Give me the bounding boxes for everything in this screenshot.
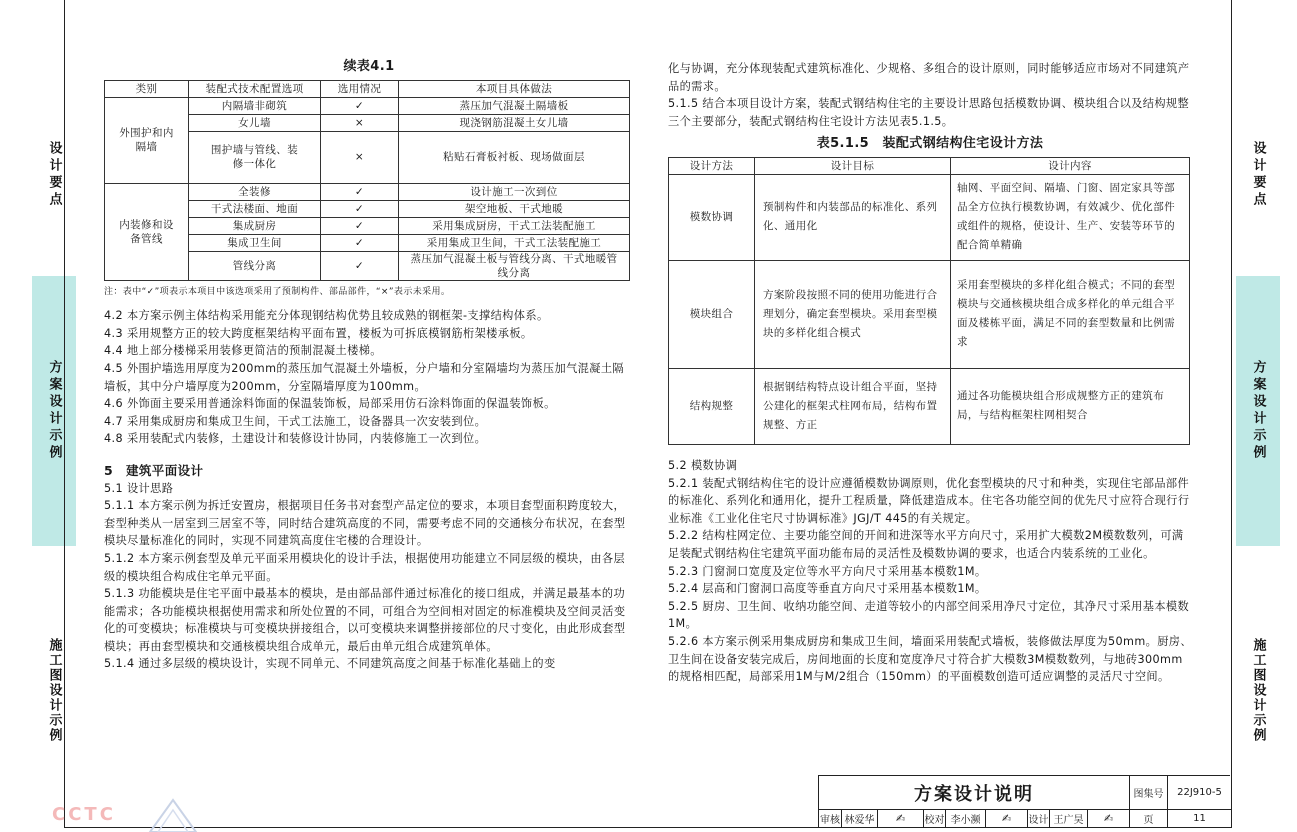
group-cell: 外围护和内隔墙 (105, 97, 189, 183)
table-cell: 现浇钢筋混凝土女儿墙 (399, 114, 630, 131)
table-header-row (669, 157, 1190, 174)
paragraph: 5.1.2 本方案示例套型及单元平面采用模块化的设计手法，根据使用功能建立不同层级的模块，由各层级的模块组合构成住宅单元平面。 (104, 551, 626, 583)
table-row (669, 368, 1190, 444)
side-tab-label: 方案设计示例 (46, 360, 62, 462)
side-tab-label: 设计要点 (1250, 141, 1266, 209)
table-cell: 内隔墙非砌筑 (189, 97, 321, 114)
atlas-number: 22J910-5 (1167, 776, 1231, 809)
paragraph: 4.5 外围护墙选用厚度为200mm的蒸压加气混凝土外墙板，分户墙和分室隔墙均为蒸压加气混凝土隔墙板，其中分户墙厚度为200mm，分室隔墙厚度为100mm。 (104, 361, 625, 393)
table-cell: 轴网、平面空间、隔墙、门窗、固定家具等部品全方位执行模数协调，有效减少、优化部件或组件的规格，使设计、生产、安装等环节的配合简单精确 (951, 174, 1190, 260)
table-5-1-5 (668, 157, 1190, 445)
table-5-1-5-title: 表5.1.5 装配式钢结构住宅设计方法 (816, 136, 1044, 152)
paragraph: 5.2.1 装配式钢结构住宅的设计应遵循模数协调原则，优化套型模块的尺寸和种类，实现住宅部品部件的标准化、系列化和通用化，提升工程质量，降低建造成本。住宅各功能空间的优先尺寸应符合现行行业标准《工业化住宅尺寸协调标准》JGJ/T 445的有关规定。 (668, 476, 1190, 525)
subsection-heading: 5.1 设计思路 (104, 481, 174, 495)
paragraph: 5.1.5 结合本项目设计方案，装配式钢结构住宅的主要设计思路包括模数协调、模块组合以及结构规整三个主要部分，装配式钢结构住宅设计方法见表5.1.5。 (668, 97, 1190, 128)
reviewer-signature: ✍ (877, 809, 923, 828)
section-heading: 5 建筑平面设计 (104, 462, 204, 478)
table-cell: 采用套型模块的多样化组合模式；不同的套型模块与交通核模块组合成多样化的单元组合平面及楼栋平面，满足不同的套型数量和比例需求 (951, 260, 1190, 368)
table-cell: 通过各功能模块组合形成规整方正的建筑布局，与结构框架柱网相契合 (951, 368, 1190, 444)
table-header: 选用情况 (321, 80, 399, 97)
table-4-1 (104, 80, 630, 281)
table-cell: 结构规整 (669, 368, 755, 444)
paragraph: 5.2.6 本方案示例采用集成厨房和集成卫生间，墙面采用装配式墙板，装修做法厚度为50mm。厨房、卫生间在设备安装完成后，房间地面的长度和宽度净尺寸符合扩大模数3M模数数列，与地砖300mm的规格相匹配，局部采用1M与M/2组合（150mm）的平面模数创造可适应调整的灵活尺寸空间。 (668, 634, 1192, 684)
table-4-1-title: 续表4.1 (343, 59, 395, 74)
page-label: 页 (1129, 809, 1167, 828)
paragraph: 5.2.4 层高和门窗洞口高度等垂直方向尺寸采用基本模数1M。 (668, 582, 987, 596)
table-note: 注：表中“✓”项表示本项目中该选项采用了预制构件、部品部件，“×”表示未采用。 (104, 286, 451, 297)
paragraph: 化与协调，充分体现装配式建筑标准化、少规格、多组合的设计原则，同时能够适应市场对不同建筑产品的需求。 (668, 62, 1190, 93)
review-label: 审核 (820, 815, 840, 826)
table-cell: 蒸压加气混凝土隔墙板 (399, 97, 630, 114)
right-column (668, 60, 1192, 686)
table-cell: 架空地板、干式地暖 (399, 200, 630, 217)
side-tab-label: 施工图设计示例 (46, 637, 62, 743)
table-cell: ✓ (321, 183, 399, 200)
table-cell: 集成厨房 (189, 217, 321, 234)
paragraph: 4.6 外饰面主要采用普通涂料饰面的保温装饰板，局部采用仿石涂料饰面的保温装饰板。 (104, 397, 556, 411)
paragraph: 4.3 采用规整方正的较大跨度框架结构平面布置，楼板为可拆底模钢筋桁架楼承板。 (104, 326, 533, 340)
table-cell: ✓ (321, 251, 399, 280)
table-row (105, 183, 630, 200)
table-header: 本项目具体做法 (399, 80, 630, 97)
designer-signature: ✍ (1087, 809, 1129, 828)
drawing-title: 方案设计说明 (914, 783, 1034, 805)
table-header: 装配式技术配置选项 (189, 80, 321, 97)
table-header: 设计目标 (755, 157, 951, 174)
designer-name: 王广昊 (1049, 809, 1087, 828)
table-row (669, 260, 1190, 368)
side-tab-label: 方案设计示例 (1250, 360, 1266, 462)
watermark-logo: CCTC (52, 804, 116, 825)
table-cell: × (321, 114, 399, 131)
watermark-triangle-icon (148, 798, 198, 832)
side-tab-label: 设计要点 (46, 141, 62, 209)
table-cell: 方案阶段按照不同的使用功能进行合理划分，确定套型模块。采用套型模块的多样化组合模式 (755, 260, 951, 368)
group-cell: 内装修和设备管线 (105, 183, 189, 280)
table-cell: ✓ (321, 234, 399, 251)
paragraph: 4.8 采用装配式内装修，土建设计和装修设计协同，内装修施工一次到位。 (104, 432, 487, 446)
table-header: 类别 (105, 80, 189, 97)
side-tab-design-points-right (1236, 80, 1280, 270)
table-cell: 围护墙与管线、装修一体化 (189, 131, 321, 183)
paragraph: 4.4 地上部分楼梯采用装修更简洁的预制混凝土楼梯。 (104, 344, 382, 358)
check-label: 校对 (923, 809, 945, 828)
checker-signature: ✍ (985, 809, 1027, 828)
atlas-label: 图集号 (1129, 776, 1167, 809)
table-cell: 蒸压加气混凝土板与管线分离、干式地暖管线分离 (399, 251, 630, 280)
table-cell: 集成卫生间 (189, 234, 321, 251)
paragraph: 5.1.4 通过多层级的模块设计，实现不同单元、不同建筑高度之间基于标准化基础上的变 (104, 657, 556, 671)
table-cell: 采用集成卫生间，干式工法装配施工 (399, 234, 630, 251)
table-header: 设计方法 (669, 157, 755, 174)
page-number: 11 (1167, 809, 1231, 828)
table-cell: ✓ (321, 97, 399, 114)
table-cell: 干式法楼面、地面 (189, 200, 321, 217)
paragraph: 5.2.2 结构柱网定位、主要功能空间的开间和进深等水平方向尺寸，采用扩大模数2M模数数列，可满足装配式钢结构住宅建筑平面功能布局的灵活性及模数协调的要求，也适合内装系统的工业化。 (668, 529, 1184, 560)
table-row (669, 174, 1190, 260)
paragraph: 5.2.5 厨房、卫生间、收纳功能空间、走道等较小的内部空间采用净尺寸定位，其净尺寸采用基本模数1M。 (668, 599, 1190, 631)
reviewer-name: 林爱华 (841, 809, 877, 828)
table-cell: 采用集成厨房，干式工法装配施工 (399, 217, 630, 234)
table-cell: 女儿墙 (189, 114, 321, 131)
table-cell: 根据钢结构特点设计组合平面，坚持公建化的框架式柱网布局，结构布置规整、方正 (755, 368, 951, 444)
left-column (104, 58, 634, 673)
paragraph: 4.2 本方案示例主体结构采用能充分体现钢结构优势且较成熟的钢框架-支撑结构体系。 (104, 309, 549, 323)
paragraph: 5.1.1 本方案示例为拆迁安置房，根据项目任务书对套型产品定位的要求，本项目套型面积跨度较大，套型种类从一居室到三居室不等，同时结合建筑高度的不同，需要考虑不同的交通核分布状况，在套型模块尽量标准化的同时，实现不同建筑高度住宅楼的合理设计。 (104, 499, 626, 548)
table-header: 设计内容 (951, 157, 1190, 174)
table-cell: 预制构件和内装部品的标准化、系列化、通用化 (755, 174, 951, 260)
table-cell: 粘贴石膏板衬板、现场做面层 (399, 131, 630, 183)
paragraph: 4.7 采用集成厨房和集成卫生间，干式工法施工，设备器具一次安装到位。 (104, 414, 487, 428)
table-header-row (105, 80, 630, 97)
paragraph: 5.2.3 门窗洞口宽度及定位等水平方向尺寸采用基本模数1M。 (668, 564, 987, 578)
left-paragraphs (104, 307, 634, 448)
table-cell: × (321, 131, 399, 183)
title-block (818, 775, 1230, 827)
side-tab-label: 施工图设计示例 (1250, 637, 1266, 743)
table-cell: 全装修 (189, 183, 321, 200)
side-tab-scheme-right (1236, 276, 1280, 546)
subsection-heading: 5.2 模数协调 (668, 458, 738, 472)
table-cell: 设计施工一次到位 (399, 183, 630, 200)
table-cell: ✓ (321, 217, 399, 234)
table-cell: 管线分离 (189, 251, 321, 280)
table-cell: ✓ (321, 200, 399, 217)
checker-name: 李小濒 (945, 809, 985, 828)
table-cell: 模数协调 (669, 174, 755, 260)
table-row (105, 97, 630, 114)
table-cell: 模块组合 (669, 260, 755, 368)
paragraph: 5.1.3 功能模块是住宅平面中最基本的模块，是由部品部件通过标准化的接口组成，并满足最基本的功能需求；各功能模块根据使用需求和所处位置的不同，可组合为空间相对固定的标准模块及空间灵活变化的可变模块；标准模块与可变模块拼接组合，以可变模块来调整拼接部位的尺寸变化，由此形成套型模块；再由套型模块和交通核模块组合成单元，最后由单元组合成建筑单体。 (104, 587, 626, 653)
design-label: 设计 (1027, 809, 1049, 828)
side-tab-construction-right (1236, 600, 1280, 780)
